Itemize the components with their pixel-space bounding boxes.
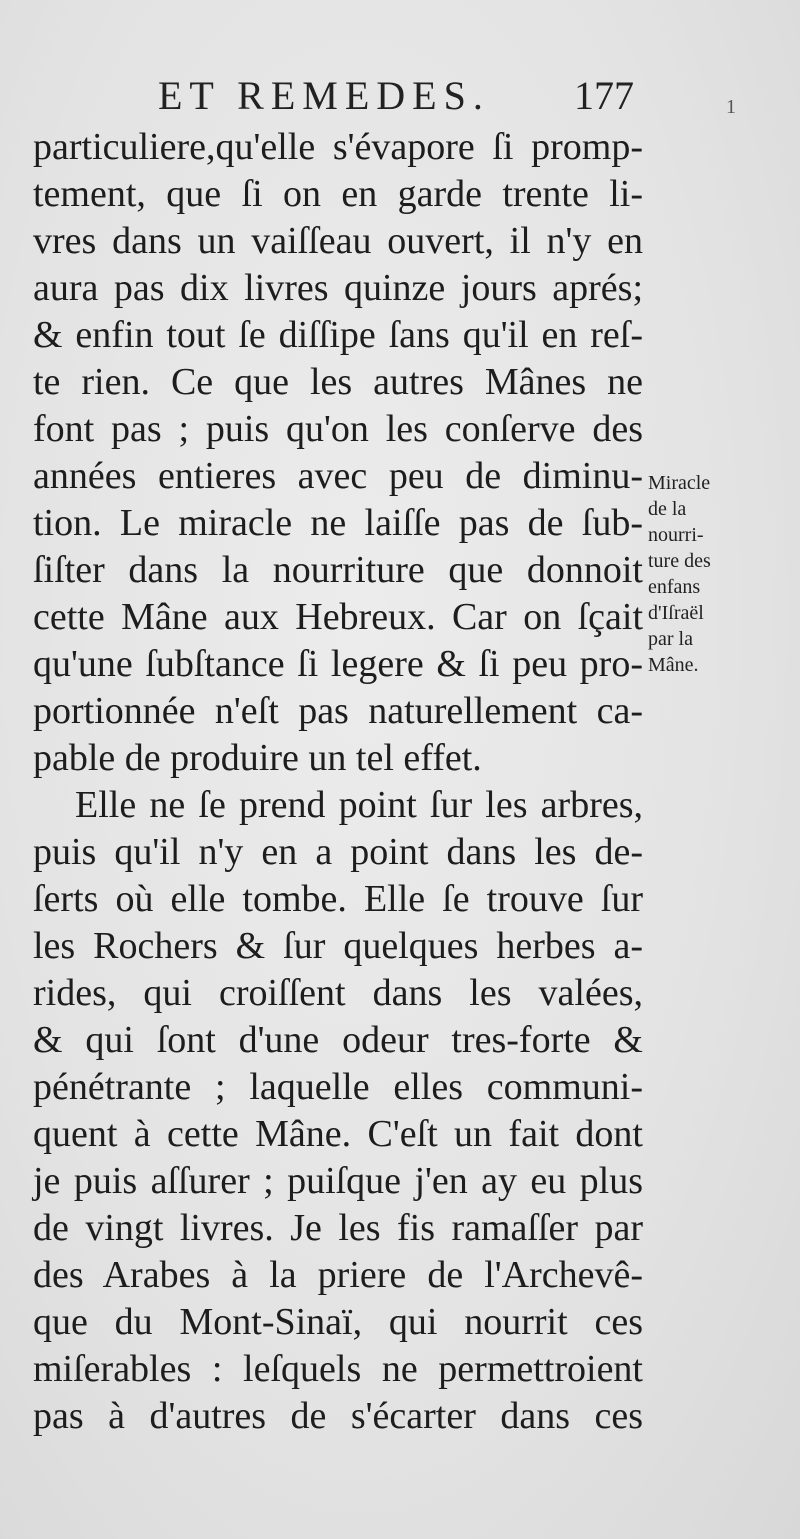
text-line: cette Mâne aux Hebreux. Car on ſçait [33,596,643,638]
text-line: tement, que ſi on en garde trente li- [33,173,643,215]
margin-note-line: d'Iſraël [648,602,704,624]
text-line: ſerts où elle tombe. Elle ſe trouve ſur [33,878,643,920]
margin-note-line: ture des [648,550,711,572]
text-line: miſerables : leſquels ne permettroient [33,1348,643,1390]
text-line: pable de produire un tel effet. [33,737,482,779]
page-header [0,66,800,126]
text-line: ſiſter dans la nourriture que donnoit [33,549,643,591]
text-line: vres dans un vaiſſeau ouvert, il n'y en [33,220,643,262]
text-line: & qui ſont d'une odeur tres-forte & [33,1019,643,1061]
corner-mark: 1 [726,96,736,118]
text-line: te rien. Ce que les autres Mânes ne [33,361,643,403]
text-line: quent à cette Mâne. C'eſt un fait dont [33,1113,643,1155]
text-line: années entieres avec peu de diminu- [33,455,643,497]
text-line: puis qu'il n'y en a point dans les de- [33,831,643,873]
margin-note-line: enfans [648,576,701,598]
text-line: qu'une ſubſtance ſi legere & ſi peu pro- [33,643,643,685]
margin-note-line: nourri- [648,524,704,546]
text-line: pénétrante ; laquelle elles communi- [33,1066,643,1108]
text-line: aura pas dix livres quinze jours aprés; [33,267,643,309]
text-line: que du Mont-Sinaï, qui nourrit ces [33,1301,643,1343]
text-line: font pas ; puis qu'on les conſerve des [33,408,643,450]
page-number: 177 [574,73,634,118]
margin-note-line: Mâne. [648,654,699,676]
margin-note-line: de la [648,498,687,520]
text-line: pas à d'autres de s'écarter dans ces [33,1395,643,1437]
text-line: portionnée n'eſt pas naturellement ca- [33,690,643,732]
text-line: & enfin tout ſe diſſipe ſans qu'il en reſ- [33,314,643,356]
text-line: particuliere,qu'elle s'évapore ſi promp- [33,126,643,168]
running-head: ET REMEDES. [158,73,490,118]
text-line: les Rochers & ſur quelques herbes a- [33,925,643,967]
text-line: de vingt livres. Je les fis ramaſſer par [33,1207,643,1249]
text-line: des Arabes à la priere de l'Archevê- [33,1254,643,1296]
text-line: je puis aſſurer ; puiſque j'en ay eu plus [33,1160,643,1202]
text-line: Elle ne ſe prend point ſur les arbres, [75,784,643,826]
margin-note-line: Miracle [648,472,711,494]
body-text [33,124,643,1440]
text-line: rides, qui croiſſent dans les valées, [33,972,643,1014]
margin-note [648,470,793,678]
text-line: tion. Le miracle ne laiſſe pas de ſub- [33,502,643,544]
margin-note-line: par la [648,628,693,650]
